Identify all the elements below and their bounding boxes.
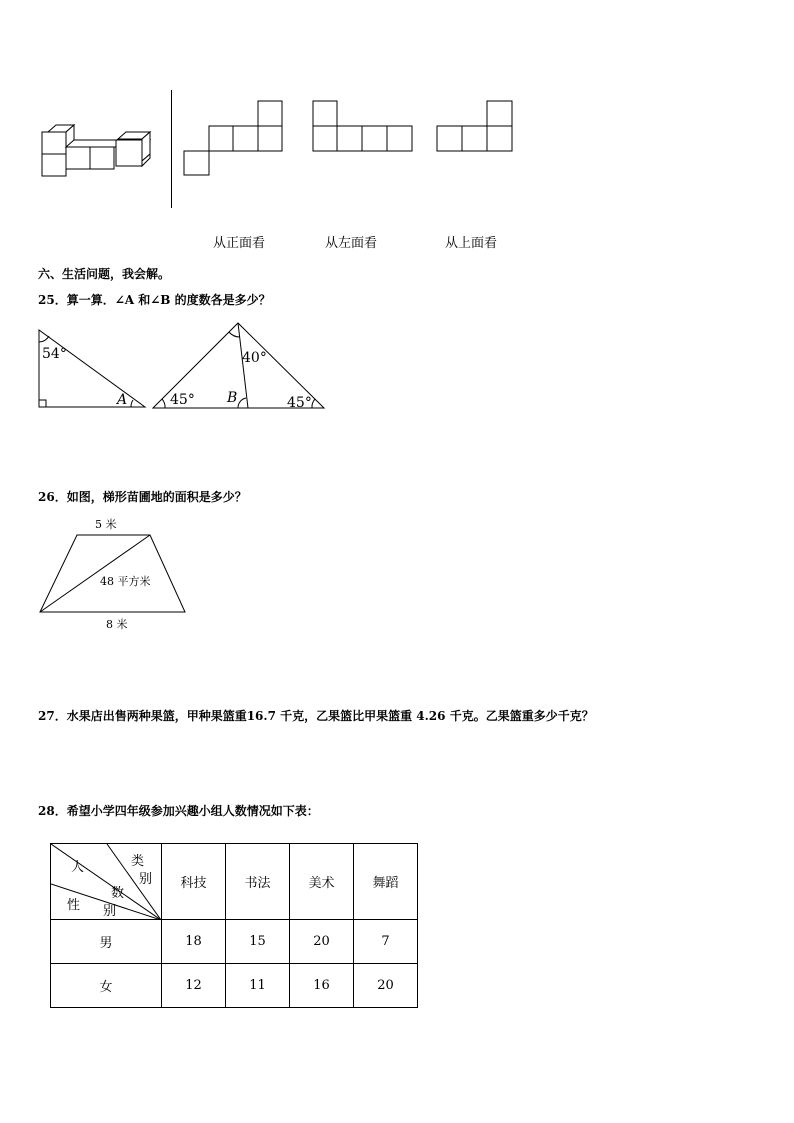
question-25-text: 25．算一算．∠A 和∠B 的度数各是多少？ xyxy=(38,293,271,307)
corner-bie-bottom: 别 xyxy=(103,904,117,919)
question-28-text: 28．希望小学四年级参加兴趣小组人数情况如下表： xyxy=(38,804,319,818)
corner-ren: 人 xyxy=(71,860,85,875)
angle-40-label: 40° xyxy=(242,350,267,366)
left-view-figure xyxy=(311,100,415,154)
corner-xing: 性 xyxy=(67,898,81,913)
trapezoid-bottom-label: 8 米 xyxy=(106,618,128,631)
front-view-figure xyxy=(182,100,284,178)
column-header-meishu: 美术 xyxy=(290,844,354,920)
top-view-figure xyxy=(435,100,515,154)
q25-triangles-figure xyxy=(30,318,330,414)
table-cell: 7 xyxy=(354,920,418,964)
table-cell: 18 xyxy=(162,920,226,964)
angle-54-label: 54° xyxy=(42,346,67,362)
row-label-female: 女 xyxy=(51,964,162,1008)
figure-divider xyxy=(171,90,172,208)
section-six-title: 六、生活问题，我会解。 xyxy=(38,267,171,281)
top-view-label: 从上面看 xyxy=(445,236,498,251)
column-header-wudao: 舞蹈 xyxy=(354,844,418,920)
table-cell: 15 xyxy=(226,920,290,964)
table-row xyxy=(51,920,418,964)
trapezoid-area-label: 48 平方米 xyxy=(100,575,151,588)
question-26-text: 26．如图，梯形苗圃地的面积是多少？ xyxy=(38,490,247,504)
table-row xyxy=(51,964,418,1008)
table-cell: 11 xyxy=(226,964,290,1008)
table-cell: 12 xyxy=(162,964,226,1008)
corner-shu: 数 xyxy=(111,886,125,901)
interest-group-table xyxy=(50,843,418,1008)
column-header-shufa: 书法 xyxy=(226,844,290,920)
angle-45-left-label: 45° xyxy=(170,392,195,408)
table-cell: 20 xyxy=(354,964,418,1008)
column-header-keji: 科技 xyxy=(162,844,226,920)
table-cell: 16 xyxy=(290,964,354,1008)
left-view-label: 从左面看 xyxy=(325,236,378,251)
table-cell: 20 xyxy=(290,920,354,964)
q26-trapezoid-figure xyxy=(36,515,192,633)
angle-b-label: B xyxy=(227,390,238,406)
table-corner-cell xyxy=(51,844,162,920)
corner-bie-top: 别 xyxy=(139,872,153,887)
row-label-male: 男 xyxy=(51,920,162,964)
corner-lei: 类 xyxy=(131,854,145,869)
question-27-text: 27．水果店出售两种果篮，甲种果篮重16.7 千克，乙果篮比甲果篮重 4.26 千克。乙果篮重多少千克？ xyxy=(38,709,594,723)
trapezoid-top-label: 5 米 xyxy=(95,518,117,531)
cube-solid-figure xyxy=(36,120,156,182)
front-view-label: 从正面看 xyxy=(213,236,266,251)
table-header-row xyxy=(51,844,418,920)
angle-a-label: A xyxy=(117,392,128,408)
angle-45-right-label: 45° xyxy=(287,395,312,411)
